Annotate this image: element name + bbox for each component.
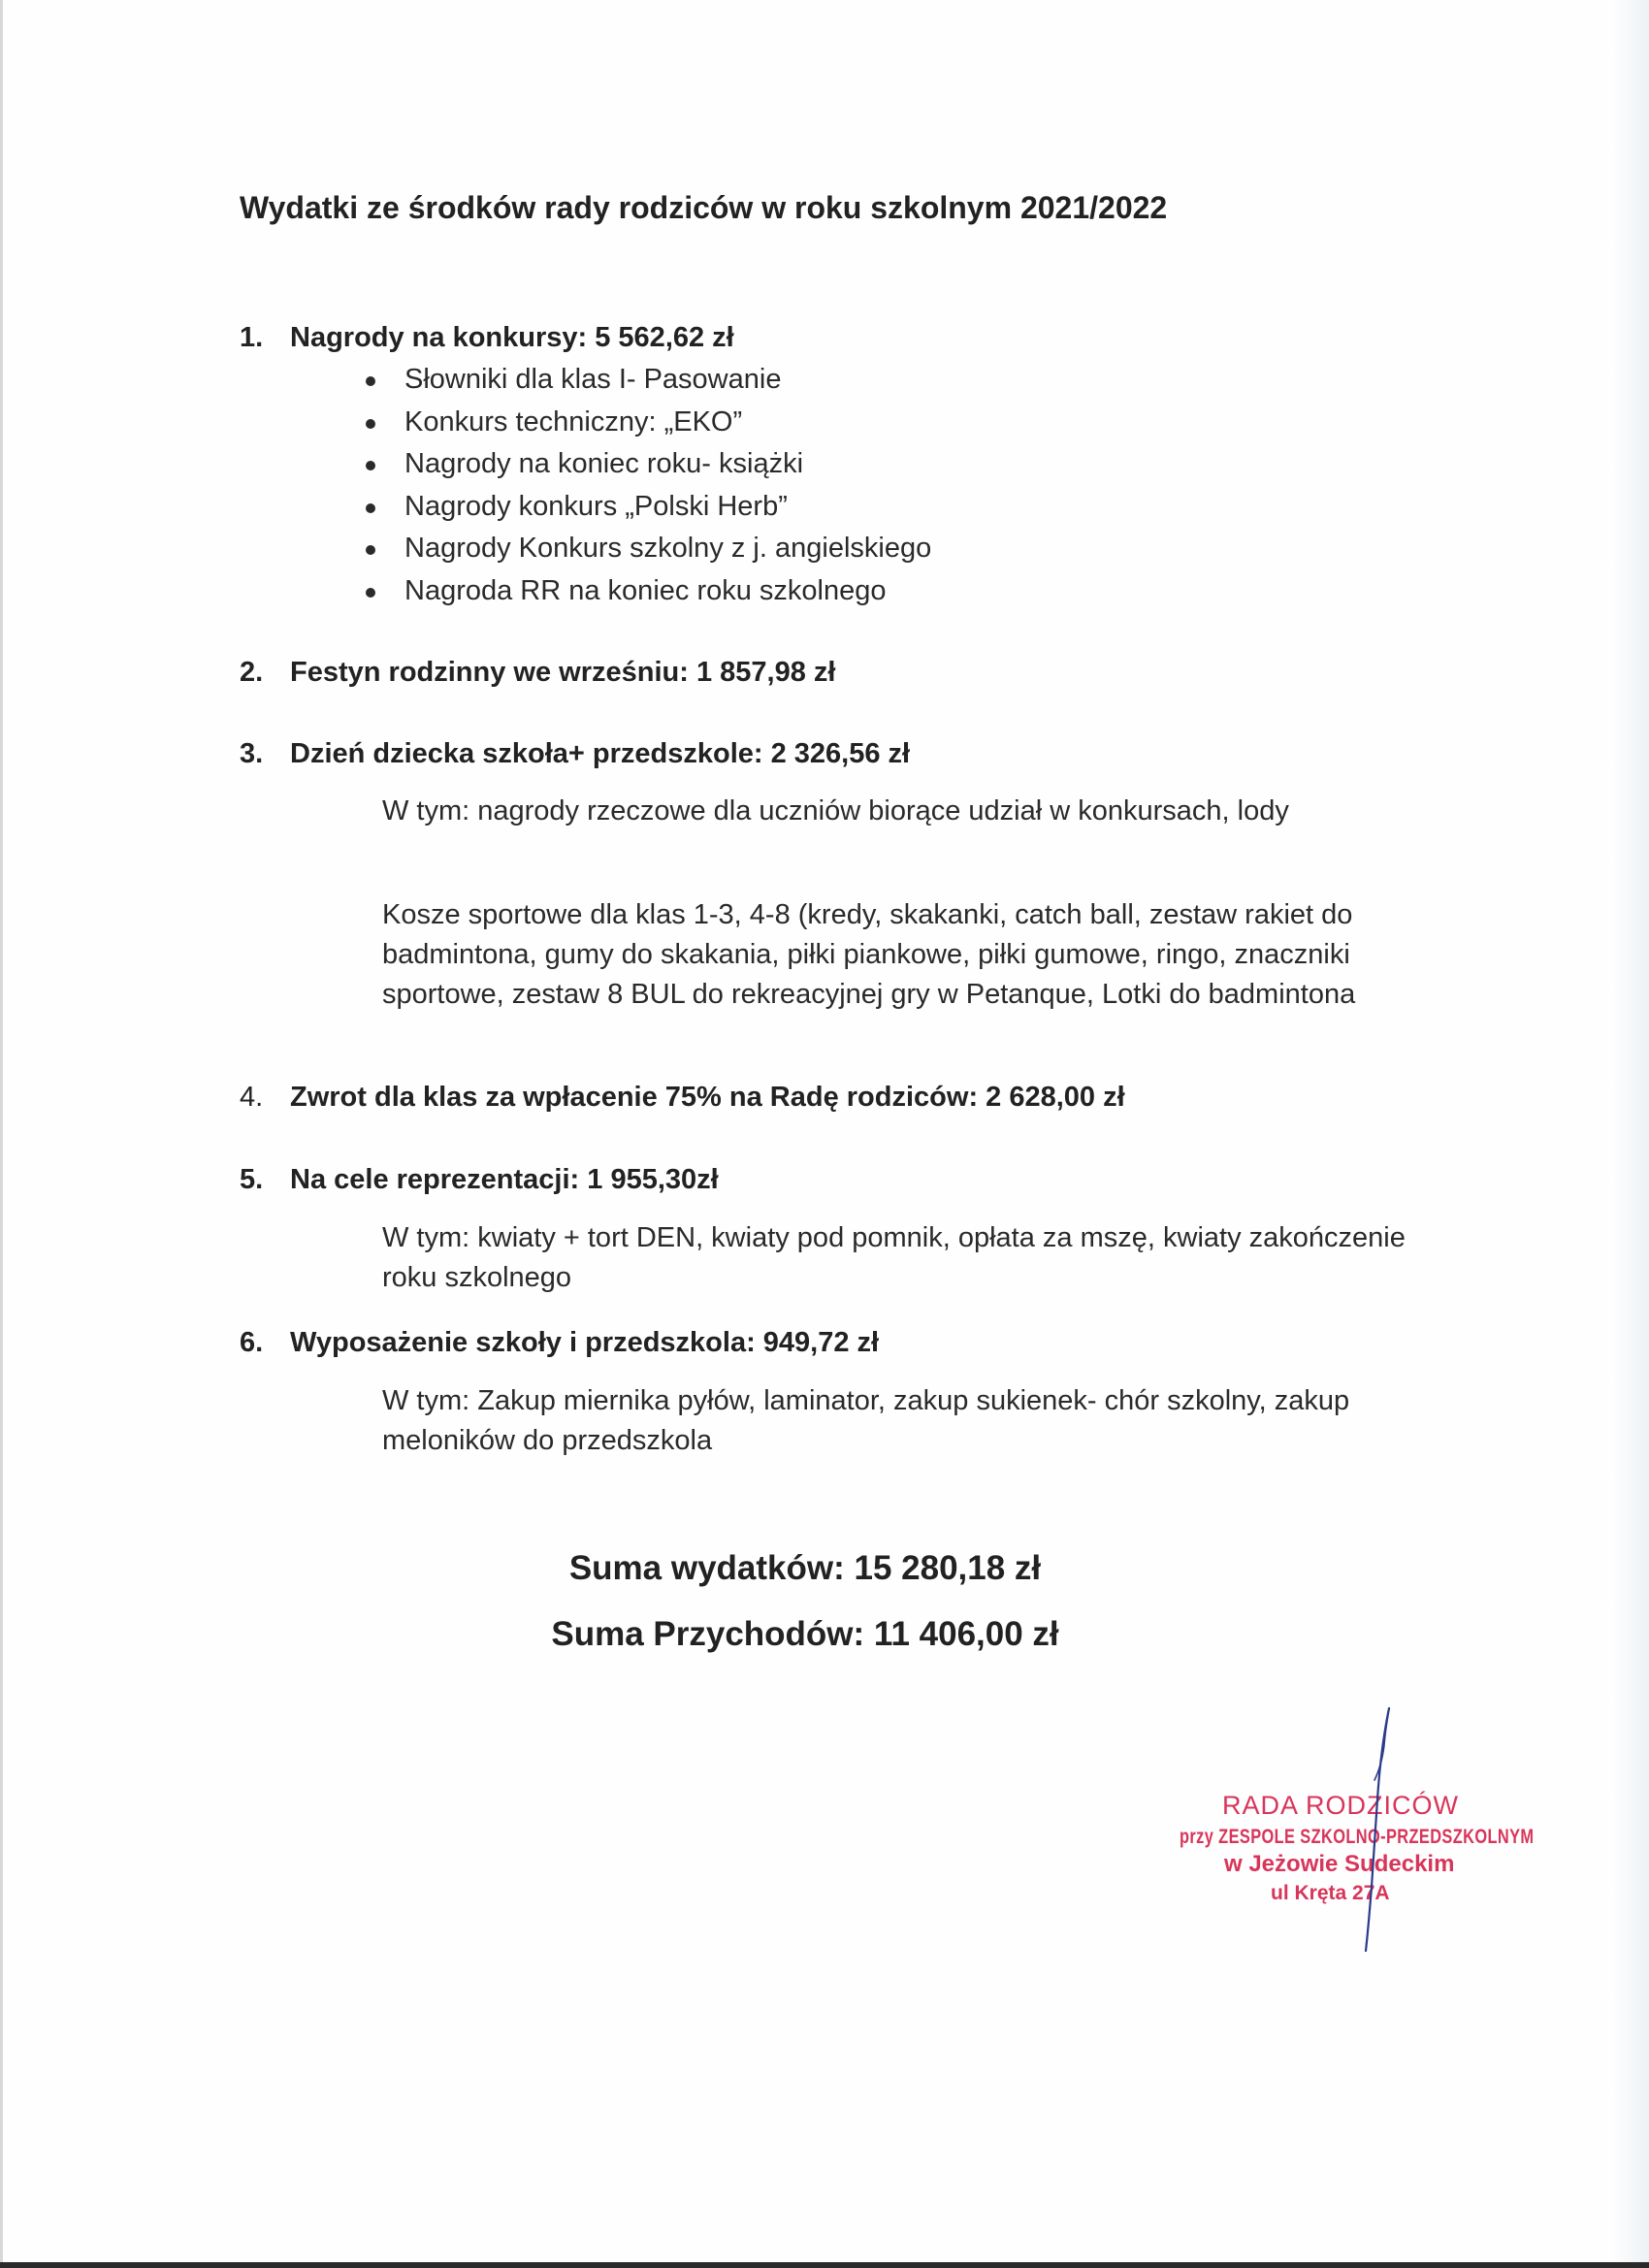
section-1 xyxy=(240,318,1433,606)
section-number: 1. xyxy=(240,322,264,353)
stamp-line-3: w Jeżowie Sudeckim xyxy=(1224,1851,1455,1877)
section-paragraph: Kosze sportowe dla klas 1-3, 4-8 (kredy, skakanki, catch ball, zestaw rakiet do badmintona, gumy do skakania, piłki piankowe, piłki gumowe, ringo, znaczniki sportowe, zestaw 8 BUL do rekreacyjnej gry w Petanque, Lotki do badmintona xyxy=(382,899,1356,1010)
expenses-total: Suma wydatków: 15 280,18 zł xyxy=(568,1549,1042,1587)
list-item xyxy=(366,528,931,570)
stamp-line-4: ul Kręta 27A xyxy=(1271,1882,1390,1904)
section-paragraph: W tym: kwiaty + tort DEN, kwiaty pod pomnik, opłata za mszę, kwiaty zakończenie roku szkolnego xyxy=(382,1222,1406,1293)
section-title: Zwrot dla klas za wpłacenie 75% na Radę rodziców: 2 628,00 zł xyxy=(290,1082,1125,1113)
document-title: Wydatki ze środków rady rodziców w roku szkolnym 2021/2022 xyxy=(240,190,1168,225)
section-title: Festyn rodzinny we wrześniu: 1 857,98 zł xyxy=(290,657,836,688)
section-heading xyxy=(240,318,1433,357)
section-3 xyxy=(240,734,1433,1010)
list-item-text: Nagrody konkurs „Polski Herb” xyxy=(404,490,788,522)
list-item-text: Nagroda RR na koniec roku szkolnego xyxy=(404,574,887,606)
section-6 xyxy=(240,1323,1433,1456)
list-item xyxy=(366,359,931,402)
bullet-icon xyxy=(366,588,375,598)
list-item xyxy=(366,570,931,613)
bullet-icon xyxy=(366,376,375,386)
section-heading xyxy=(240,1323,1433,1362)
section-number: 2. xyxy=(240,657,264,688)
section-heading xyxy=(240,1078,1433,1117)
list-item-text: Słowniki dla klas I- Pasowanie xyxy=(404,364,782,395)
section-4 xyxy=(240,1078,1433,1117)
section-paragraph: W tym: Zakup miernika pyłów, laminator, zakup sukienek- chór szkolny, zakup meloników do przedszkola xyxy=(382,1385,1350,1456)
stamp-line-2: przy ZESPOLE SZKOLNO-PRZEDSZKOLNYM xyxy=(1180,1826,1535,1848)
bullet-list xyxy=(366,359,931,612)
scan-edge-left xyxy=(0,0,3,2268)
section-number: 4. xyxy=(240,1082,264,1113)
section-number: 6. xyxy=(240,1327,264,1358)
section-heading xyxy=(240,653,1433,692)
scan-edge-right xyxy=(1610,0,1649,2268)
section-2 xyxy=(240,653,1433,692)
bullet-icon xyxy=(366,419,375,429)
list-item-text: Konkurs techniczny: „EKO” xyxy=(404,405,743,437)
section-number: 5. xyxy=(240,1164,264,1195)
section-title: Na cele reprezentacji: 1 955,30zł xyxy=(290,1164,719,1195)
section-title: Nagrody na konkursy: 5 562,62 zł xyxy=(290,322,734,353)
section-title: Dzień dziecka szkoła+ przedszkole: 2 326,56 zł xyxy=(290,738,911,769)
list-item-text: Nagrody na koniec roku- książki xyxy=(404,448,804,479)
bullet-icon xyxy=(366,503,375,513)
scan-edge-bottom xyxy=(0,2262,1649,2268)
section-heading xyxy=(240,734,1433,773)
section-heading xyxy=(240,1160,1433,1199)
signature-mark xyxy=(1329,1702,1397,1955)
stamp-line-1: RADA RODZICÓW xyxy=(1222,1791,1460,1820)
bullet-icon xyxy=(366,461,375,470)
list-item-text: Nagrody Konkurs szkolny z j. angielskiego xyxy=(404,533,932,564)
list-item xyxy=(366,443,931,486)
section-number: 3. xyxy=(240,738,264,769)
section-title: Wyposażenie szkoły i przedszkola: 949,72 zł xyxy=(290,1327,880,1358)
list-item xyxy=(366,402,931,444)
section-paragraph: W tym: nagrody rzeczowe dla uczniów biorące udział w konkursach, lody xyxy=(382,795,1289,826)
bullet-icon xyxy=(366,545,375,555)
section-5 xyxy=(240,1160,1433,1293)
list-item xyxy=(366,486,931,529)
income-total: Suma Przychodów: 11 406,00 zł xyxy=(551,1615,1059,1653)
